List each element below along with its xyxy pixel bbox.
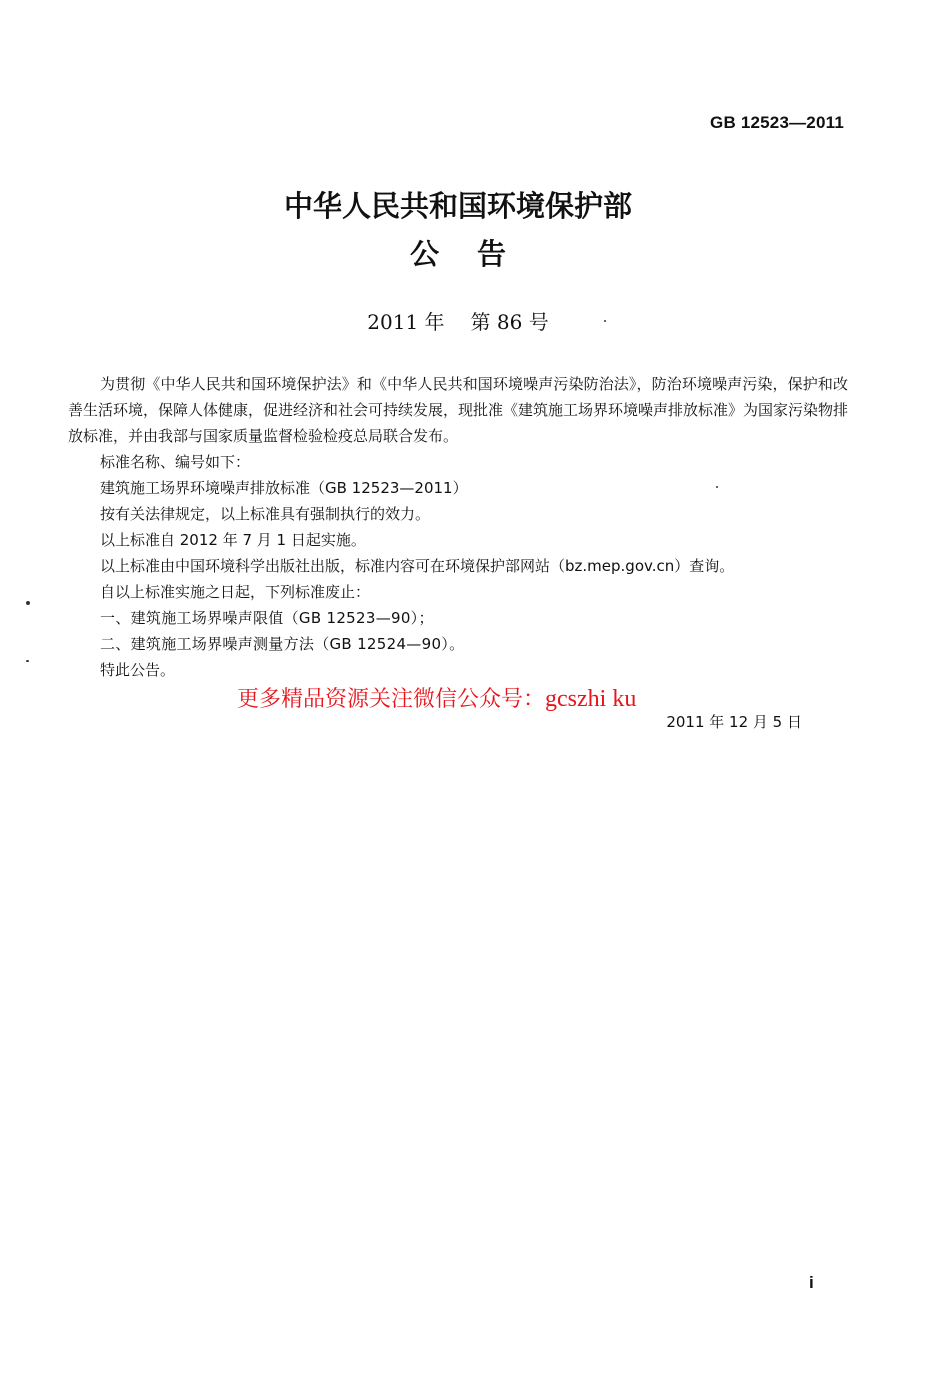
issue-date: 2011 年 12 月 5 日 [666,713,802,731]
scan-speck [26,660,29,662]
watermark [237,682,636,713]
body-line: 标准名称、编号如下： [100,453,251,471]
closing-line: 特此公告。 [100,661,176,679]
repealed-standard-item: 一、建筑施工场界噪声限值（GB 12523—90）； [100,609,434,627]
announcement-title: 公告 [409,237,544,271]
document-number [0,306,916,335]
watermark-text: 更多精品资源关注微信公众号： [237,687,546,712]
document-year: 2011 年 [367,310,445,334]
repealed-standard-item: 二、建筑施工场界噪声测量方法（GB 12524—90）。 [100,635,465,653]
body-line: 建筑施工场界环境噪声排放标准（GB 12523—2011） [100,479,468,497]
scan-speck [604,320,606,322]
scan-speck [26,601,30,605]
document-serial: 第 86 号 [470,310,549,334]
announcement-body [68,371,848,683]
body-line: 按有关法律规定，以上标准具有强制执行的效力。 [100,505,431,523]
intro-paragraph: 为贯彻《中华人民共和国环境保护法》和《中华人民共和国环境噪声污染防治法》，防治环境噪声污染，保护和改善生活环境，保障人体健康，促进经济和社会可持续发展，现批准《建筑施工场界环境噪声排放标准》为国家污染物排放标准，并由我部与国家质量监督检验检疫总局联合发布。 [68,375,849,445]
body-line: 以上标准自 2012 年 7 月 1 日起实施。 [100,531,366,549]
page-number: i [809,1273,814,1292]
watermark-code: gcszhi ku [545,686,637,712]
scan-speck [716,486,718,488]
standard-code: GB 12523—2011 [710,113,844,132]
issuer-title: 中华人民共和国环境保护部 [283,189,632,223]
body-line: 自以上标准实施之日起，下列标准废止： [100,583,371,601]
body-line: 以上标准由中国环境科学出版社出版，标准内容可在环境保护部网站（bz.mep.gov.cn）查询。 [100,557,735,575]
